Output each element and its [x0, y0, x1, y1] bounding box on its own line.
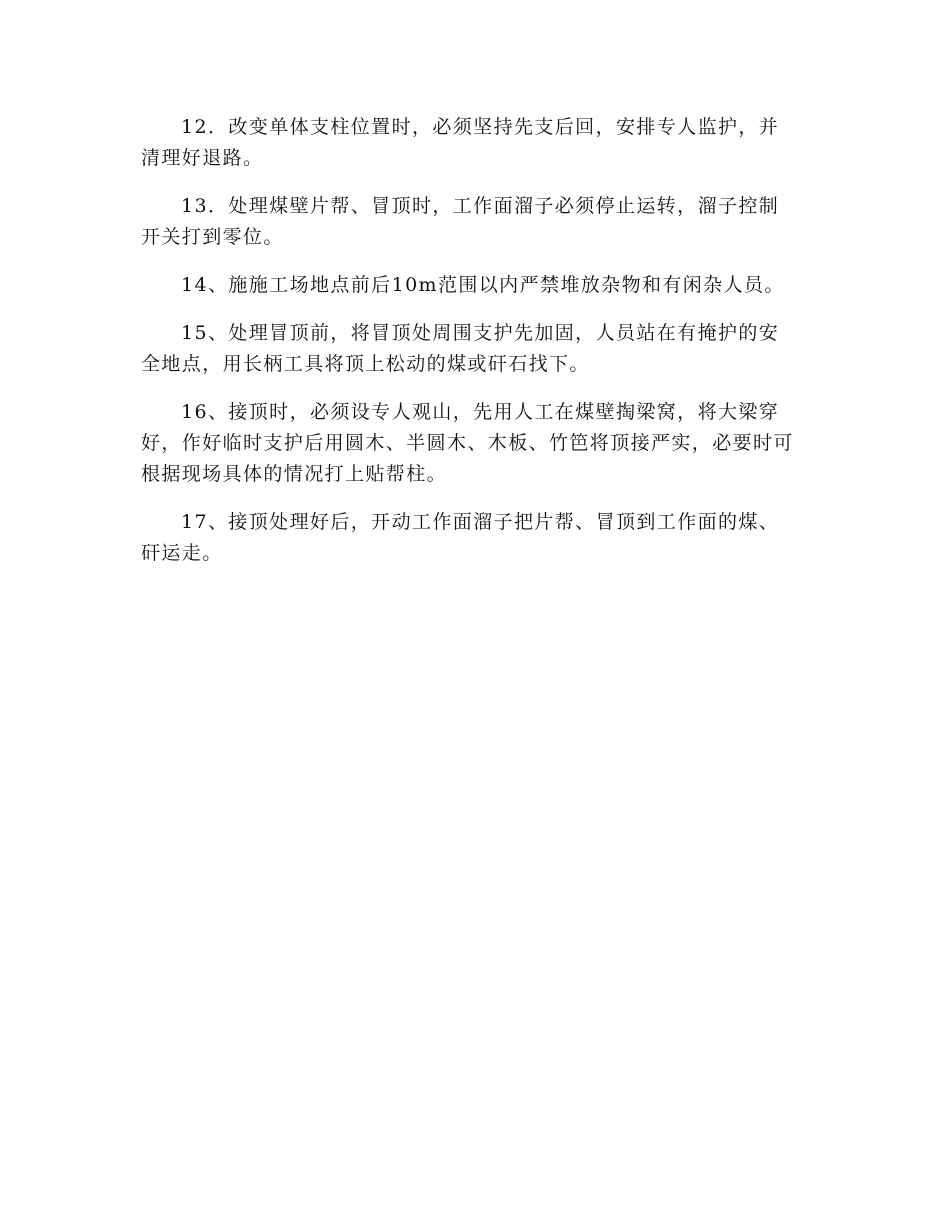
paragraph-15: 15、处理冒顶前，将冒顶处周围支护先加固，人员站在有掩护的安全地点，用长柄工具将顶上松动的煤或矸石找下。 — [141, 322, 780, 375]
paragraph-17: 17、接顶处理好后，开动工作面溜子把片帮、冒顶到工作面的煤、矸运走。 — [141, 511, 780, 564]
paragraph-13: 13．处理煤壁片帮、冒顶时，工作面溜子必须停止运转，溜子控制开关打到零位。 — [141, 195, 780, 248]
paragraph-16: 16、接顶时，必须设专人观山，先用人工在煤壁掏梁窝，将大梁穿好，作好临时支护后用圆木、半圆木、木板、竹笆将顶接严实，必要时可根据现场具体的情况打上贴帮柱。 — [141, 401, 794, 485]
document-body — [141, 112, 796, 586]
paragraph-14: 14、施施工场地点前后10m范围以内严禁堆放杂物和有闲杂人员。 — [181, 274, 785, 296]
paragraph-12: 12．改变单体支柱位置时，必须坚持先支后回，安排专人监护，并清理好退路。 — [141, 116, 780, 169]
